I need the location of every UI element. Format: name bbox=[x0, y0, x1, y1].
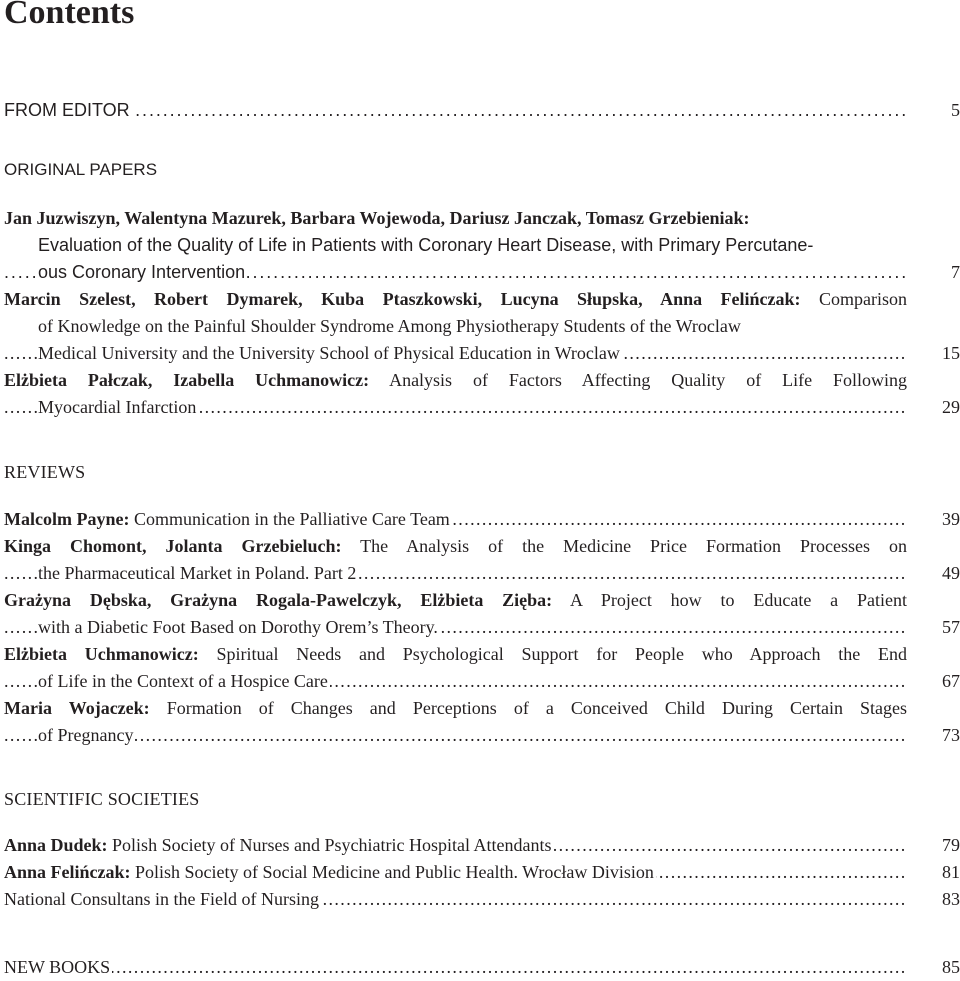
entry-title-line: Polish Society of Nurses and Psychiatric Hospital Attendants bbox=[107, 835, 552, 855]
page-number: 83 bbox=[942, 889, 960, 909]
entry-authors: Elżbieta Uchmanowicz: bbox=[4, 644, 199, 664]
entry-title-line: Polish Society of Social Medicine and Public Health. Wrocław Division bbox=[130, 862, 654, 882]
entry-title-line: The Analysis of the Medicine Price Formation Processes on bbox=[341, 536, 907, 556]
section-heading-reviews: REVIEWS bbox=[4, 462, 86, 482]
toc-entry[interactable] bbox=[4, 587, 960, 641]
page-number: 39 bbox=[942, 509, 960, 529]
section-heading-new-books: NEW BOOKS bbox=[4, 957, 111, 977]
entry-authors: Kinga Chomont, Jolanta Grzebieluch: bbox=[4, 536, 342, 556]
entry-title-line: Myocardial Infarction bbox=[38, 397, 197, 417]
toc-entry-new-books[interactable] bbox=[4, 954, 960, 981]
entry-title-line: Formation of Changes and Perceptions of a Conceived Child During Certain Stages bbox=[149, 698, 907, 718]
entry-title-line: Communication in the Palliative Care Team bbox=[129, 509, 450, 529]
entry-title-line: of Pregnancy bbox=[38, 725, 134, 745]
entry-authors: Anna Felińczak: bbox=[4, 862, 131, 882]
toc-entry[interactable] bbox=[4, 533, 960, 587]
entry-title-line: Evaluation of the Quality of Life in Patients with Coronary Heart Disease, with Primary Percutane- bbox=[38, 235, 814, 255]
page-number: 57 bbox=[942, 617, 960, 637]
toc-entry[interactable] bbox=[4, 695, 960, 749]
toc-entry[interactable] bbox=[4, 832, 960, 859]
entry-authors: Grażyna Dębska, Grażyna Rogala-Pawelczyk, Elżbieta Zięba: bbox=[4, 590, 553, 610]
page-number: 79 bbox=[942, 835, 960, 855]
page-number: 49 bbox=[942, 563, 960, 583]
section-heading-from-editor: FROM EDITOR bbox=[4, 100, 130, 120]
page-number: 73 bbox=[942, 725, 960, 745]
toc-entry[interactable] bbox=[4, 859, 960, 886]
entry-title-line: Medical University and the University School of Physical Education in Wroclaw bbox=[38, 343, 620, 363]
entry-title-line: ous Coronary Intervention bbox=[38, 262, 246, 282]
toc-entry[interactable] bbox=[4, 506, 960, 533]
entry-authors: Elżbieta Pałczak, Izabella Uchmanowicz: bbox=[4, 370, 370, 390]
entry-authors: Jan Juzwiszyn, Walentyna Mazurek, Barbara Wojewoda, Dariusz Janczak, Tomasz Grzebieniak: bbox=[4, 208, 750, 228]
entry-title-line: of Knowledge on the Painful Shoulder Syndrome Among Physiotherapy Students of the Wroclaw bbox=[38, 316, 741, 336]
entry-title-line: the Pharmaceutical Market in Poland. Part 2 bbox=[38, 563, 357, 583]
page-number: 67 bbox=[942, 671, 960, 691]
entry-title-line: Comparison bbox=[800, 289, 907, 309]
page-number: 7 bbox=[951, 262, 960, 282]
page-number: 85 bbox=[942, 957, 960, 977]
section-heading-original-papers: ORIGINAL PAPERS bbox=[4, 160, 158, 179]
entry-title-line: of Life in the Context of a Hospice Care bbox=[38, 671, 328, 691]
entry-title-line: A Project how to Educate a Patient bbox=[552, 590, 907, 610]
toc-entry[interactable] bbox=[4, 886, 960, 913]
entry-title-line: Spiritual Needs and Psychological Support for People who Approach the End bbox=[198, 644, 908, 664]
page-title: Contents bbox=[4, 0, 135, 31]
entry-title-line: with a Diabetic Foot Based on Dorothy Orem’s Theory. bbox=[38, 617, 438, 637]
entry-title-line: National Consultans in the Field of Nursing bbox=[4, 889, 319, 909]
entry-authors: Anna Dudek: bbox=[4, 835, 108, 855]
entry-title-line: Analysis of Factors Affecting Quality of Life Following bbox=[369, 370, 907, 390]
toc-entry[interactable] bbox=[4, 205, 960, 286]
entry-authors: Maria Wojaczek: bbox=[4, 698, 150, 718]
page-number: 29 bbox=[942, 397, 960, 417]
section-heading-scientific-societies: SCIENTIFIC SOCIETIES bbox=[4, 789, 200, 809]
toc-entry[interactable] bbox=[4, 286, 960, 367]
toc-entry-from-editor[interactable] bbox=[4, 97, 960, 124]
entry-authors: Marcin Szelest, Robert Dymarek, Kuba Ptaszkowski, Lucyna Słupska, Anna Felińczak: bbox=[4, 289, 801, 309]
page-number: 5 bbox=[951, 100, 960, 120]
page-number: 15 bbox=[942, 343, 960, 363]
toc-entry[interactable] bbox=[4, 367, 960, 421]
page-number: 81 bbox=[942, 862, 960, 882]
entry-authors: Malcolm Payne: bbox=[4, 509, 130, 529]
toc-entry[interactable] bbox=[4, 641, 960, 695]
